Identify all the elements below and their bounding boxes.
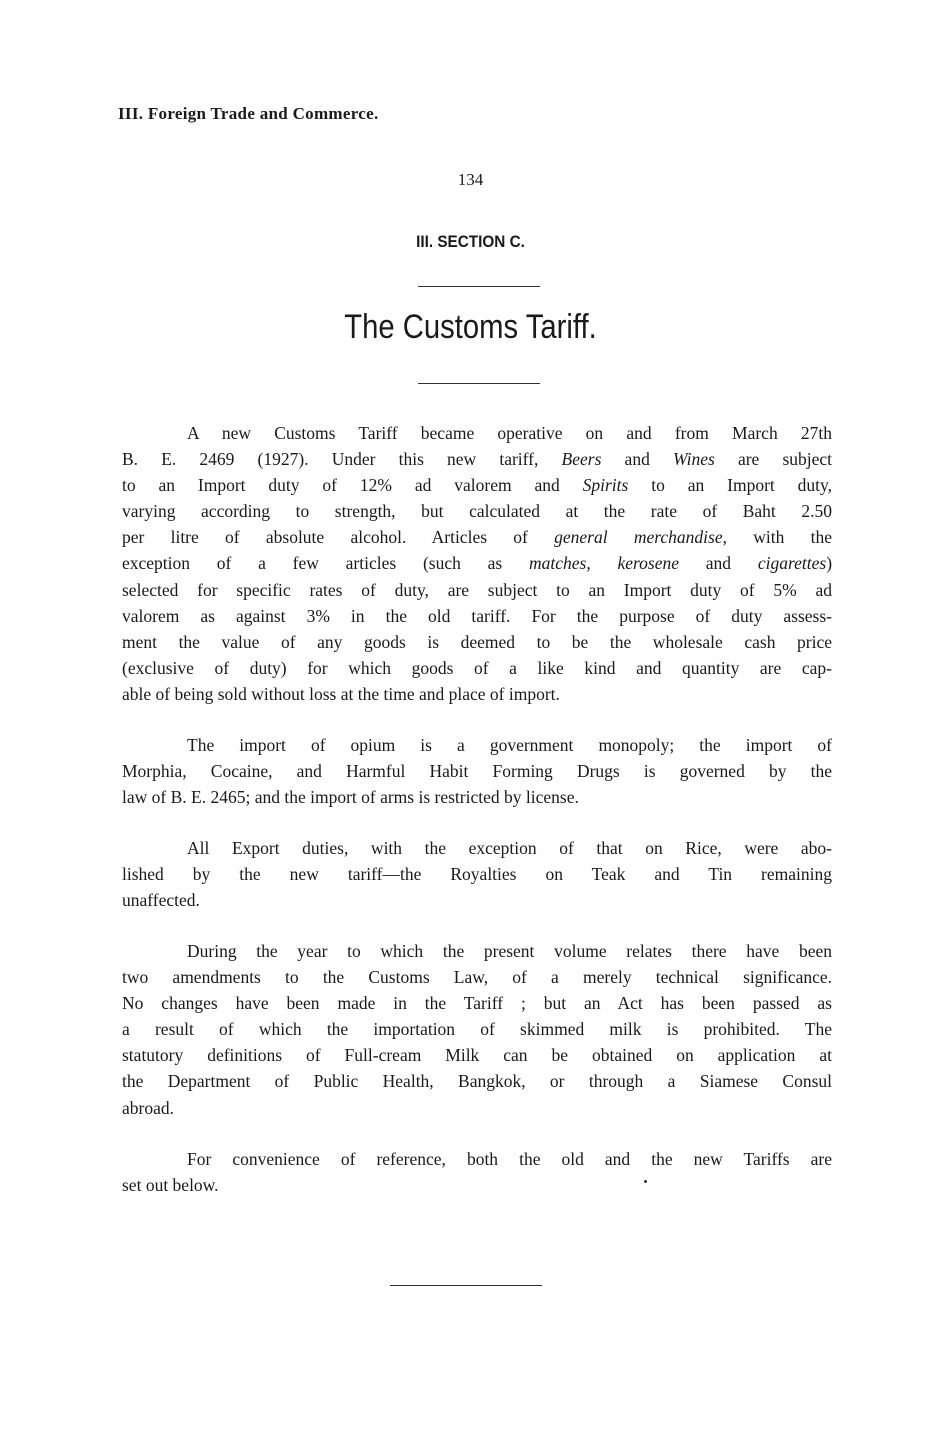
text-line: law of B. E. 2465; and the import of arms is restricted by license. [122,787,579,808]
italic-term: matches [528,553,587,574]
text-fragment: B. E. 2469 (1927). Under this new tariff, [122,449,539,470]
text-fragment: , with the [722,527,833,548]
text-fragment: per litre of absolute alcohol. Articles of [122,527,528,548]
text-line: (exclusive of duty) for which goods of a like kind and quantity are cap- [122,657,832,678]
text-fragment: exception of a few articles (such as [122,553,503,574]
text-line: A new Customs Tariff became operative on and from March 27th [187,423,832,443]
print-speck [644,1180,647,1183]
italic-term: Spirits [582,475,629,496]
paragraph-opium-monopoly [122,732,832,810]
text-line [122,550,832,576]
running-head: III. Foreign Trade and Commerce. [118,104,379,123]
text-line: No changes have been made in the Tariff ; but an Act has been passed as [122,993,832,1014]
text-fragment: and [705,553,732,574]
text-line: a result of which the importation of skimmed milk is prohibited. The [122,1019,832,1040]
text-line: ment the value of any goods is deemed to be the wholesale cash price [122,631,832,652]
divider-rule [418,383,540,384]
page-title: The Customs Tariff. [344,308,597,346]
italic-term: general merchandise [554,527,723,548]
text-line: statutory definitions of Full-cream Milk can be obtained on application at [122,1045,832,1066]
paragraph-tariff-intro [122,420,832,707]
section-label: III. SECTION C. [416,232,525,251]
text-line: All Export duties, with the exception of that on Rice, were abo- [187,838,832,858]
text-line: the Department of Public Health, Bangkok, or through a Siamese Consul [122,1071,832,1092]
text-fragment: to an Import duty, [651,475,833,496]
text-line: unaffected. [122,890,200,911]
italic-term: Beers [561,449,602,470]
text-line: able of being sold without loss at the time and place of import. [122,683,560,704]
text-line: selected for specific rates of duty, are subject to an Import duty of 5% ad [122,579,832,600]
text-line: varying according to strength, but calculated at the rate of Baht 2.50 [122,501,832,522]
text-line: The import of opium is a government monopoly; the import of [187,735,832,755]
paragraph-export-duties [122,835,832,913]
text-line [122,524,832,550]
text-line: set out below. [122,1175,219,1196]
divider-rule [418,286,540,287]
text-fragment: to an Import duty of 12% ad valorem and [122,475,560,496]
paragraph-reference-note [122,1146,832,1198]
text-fragment: ) [826,553,833,574]
text-line: valorem as against 3% in the old tariff. For the purpose of duty assess- [122,605,832,626]
text-line: For convenience of reference, both the old and the new Tariffs are [187,1149,832,1169]
page-number: 134 [457,170,484,189]
text-fragment: , [586,553,591,574]
text-line: two amendments to the Customs Law, of a merely technical significance. [122,967,832,988]
text-line [122,446,832,472]
text-line: abroad. [122,1097,174,1118]
end-rule [390,1285,542,1286]
text-fragment: are subject [737,449,833,470]
text-line: During the year to which the present volume relates there have been [187,941,832,961]
text-fragment: and [624,449,650,470]
italic-term: Wines [672,449,715,470]
italic-term: cigarettes [757,553,827,574]
text-line [122,472,832,498]
text-line: Morphia, Cocaine, and Harmful Habit Forming Drugs is governed by the [122,761,832,782]
text-line: lished by the new tariff—the Royalties on Teak and Tin remaining [122,864,832,885]
paragraph-customs-amendments [122,938,832,1121]
italic-term: kerosene [617,553,680,574]
